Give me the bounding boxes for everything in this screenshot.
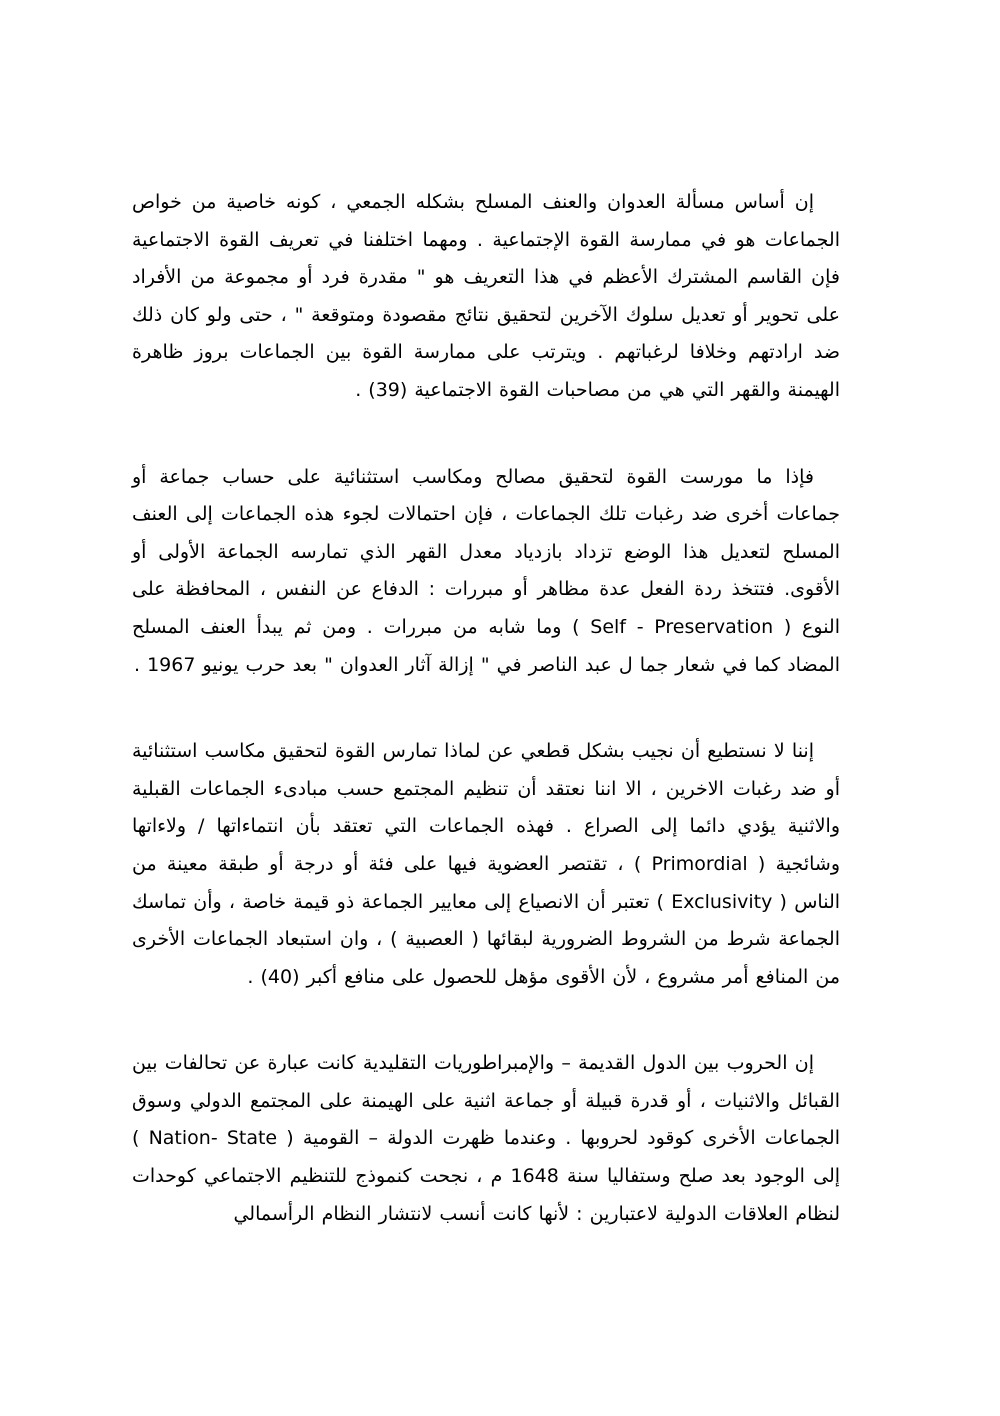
paragraph-tribal-groups: إننا لا نستطيع أن نجيب بشكل قطعي عن لماذا تمارس القوة لتحقيق مكاسب استثنائية أو ضد رغبات الاخرين ، الا اننا نعتقد أن تنظيم المجتمع حسب مبادىء الجماعات القبلية والاثنية يؤدي دائما إلى الصراع . فهذه الجماعات التي تعتقد بأن انتماءاتها / ولاءاتها وشائجية ( Primordial ) ، تقتصر العضوية فيها على فئة أو درجة أو طبقة معينة من الناس ( Exclusivity ) تعتبر أن الانصياع إلى معايير الجماعة ذو قيمة خاصة ، وأن تماسك الجماعة شرط من الشروط الضرورية لبقائها ( العصبية ) ، وان استبعاد الجماعات الأخرى من المنافع أمر مشروع ، لأن الأقوى مؤهل للحصول على منافع أكبر (40) .	[132, 740, 841, 988]
paragraph-nation-state: إن الحروب بين الدول القديمة – والإمبراطوريات التقليدية كانت عبارة عن تحالفات بين القبائل والاثنيات ، أو قدرة قبيلة أو جماعة اثنية على الهيمنة على المجتمع الدولي وسوق الجماعات الأخرى كوقود لحروبها . وعندما ظهرت الدولة – القومية ( Nation- State ) إلى الوجود بعد صلح وستفاليا سنة 1648 م ، نجحت كنموذج للتنظيم الاجتماعي كوحدات لنظام العلاقات الدولية لاعتبارين : لأنها كانت أنسب لانتشار النظام الرأسمالي	[132, 1052, 841, 1225]
paragraph-counter-violence: فإذا ما مورست القوة لتحقيق مصالح ومكاسب استثنائية على حساب جماعة أو جماعات أخرى ضد رغبات تلك الجماعات ، فإن احتمالات لجوء هذه الجماعات إلى العنف المسلح لتعديل هذا الوضع تزداد بازدياد معدل القهر الذي تمارسه الجماعة الأولى أو الأقوى. فتتخذ ردة الفعل عدة مظاهر أو مبررات : الدفاع عن النفس ، المحافظة على النوع ( Self - Preservation ) وما شابه من مبررات . ومن ثم يبدأ العنف المسلح المضاد كما في شعار جما ل عبد الناصر في " إزالة آثار العدوان " بعد حرب يونيو 1967 .	[132, 465, 840, 676]
paragraph-social-power: إن أساس مسألة العدوان والعنف المسلح بشكله الجمعي ، كونه خاصية من خواص الجماعات هو في ممارسة القوة الإجتماعية . ومهما اختلفنا في تعريف القوة الاجتماعية فإن القاسم المشترك الأعظم في هذا التعريف هو " مقدرة فرد أو مجموعة من الأفراد على تحوير أو تعديل سلوك الآخرين لتحقيق نتائج مقصودة ومتوقعة " ، حتى ولو كان ذلك ضد ارادتهم وخلافا لرغباتهم . ويترتب على ممارسة القوة بين الجماعات بروز ظاهرة الهيمنة والقهر التي هي من مصاحبات القوة الاجتماعية (39) .	[132, 191, 840, 401]
body-text	[132, 184, 840, 1233]
